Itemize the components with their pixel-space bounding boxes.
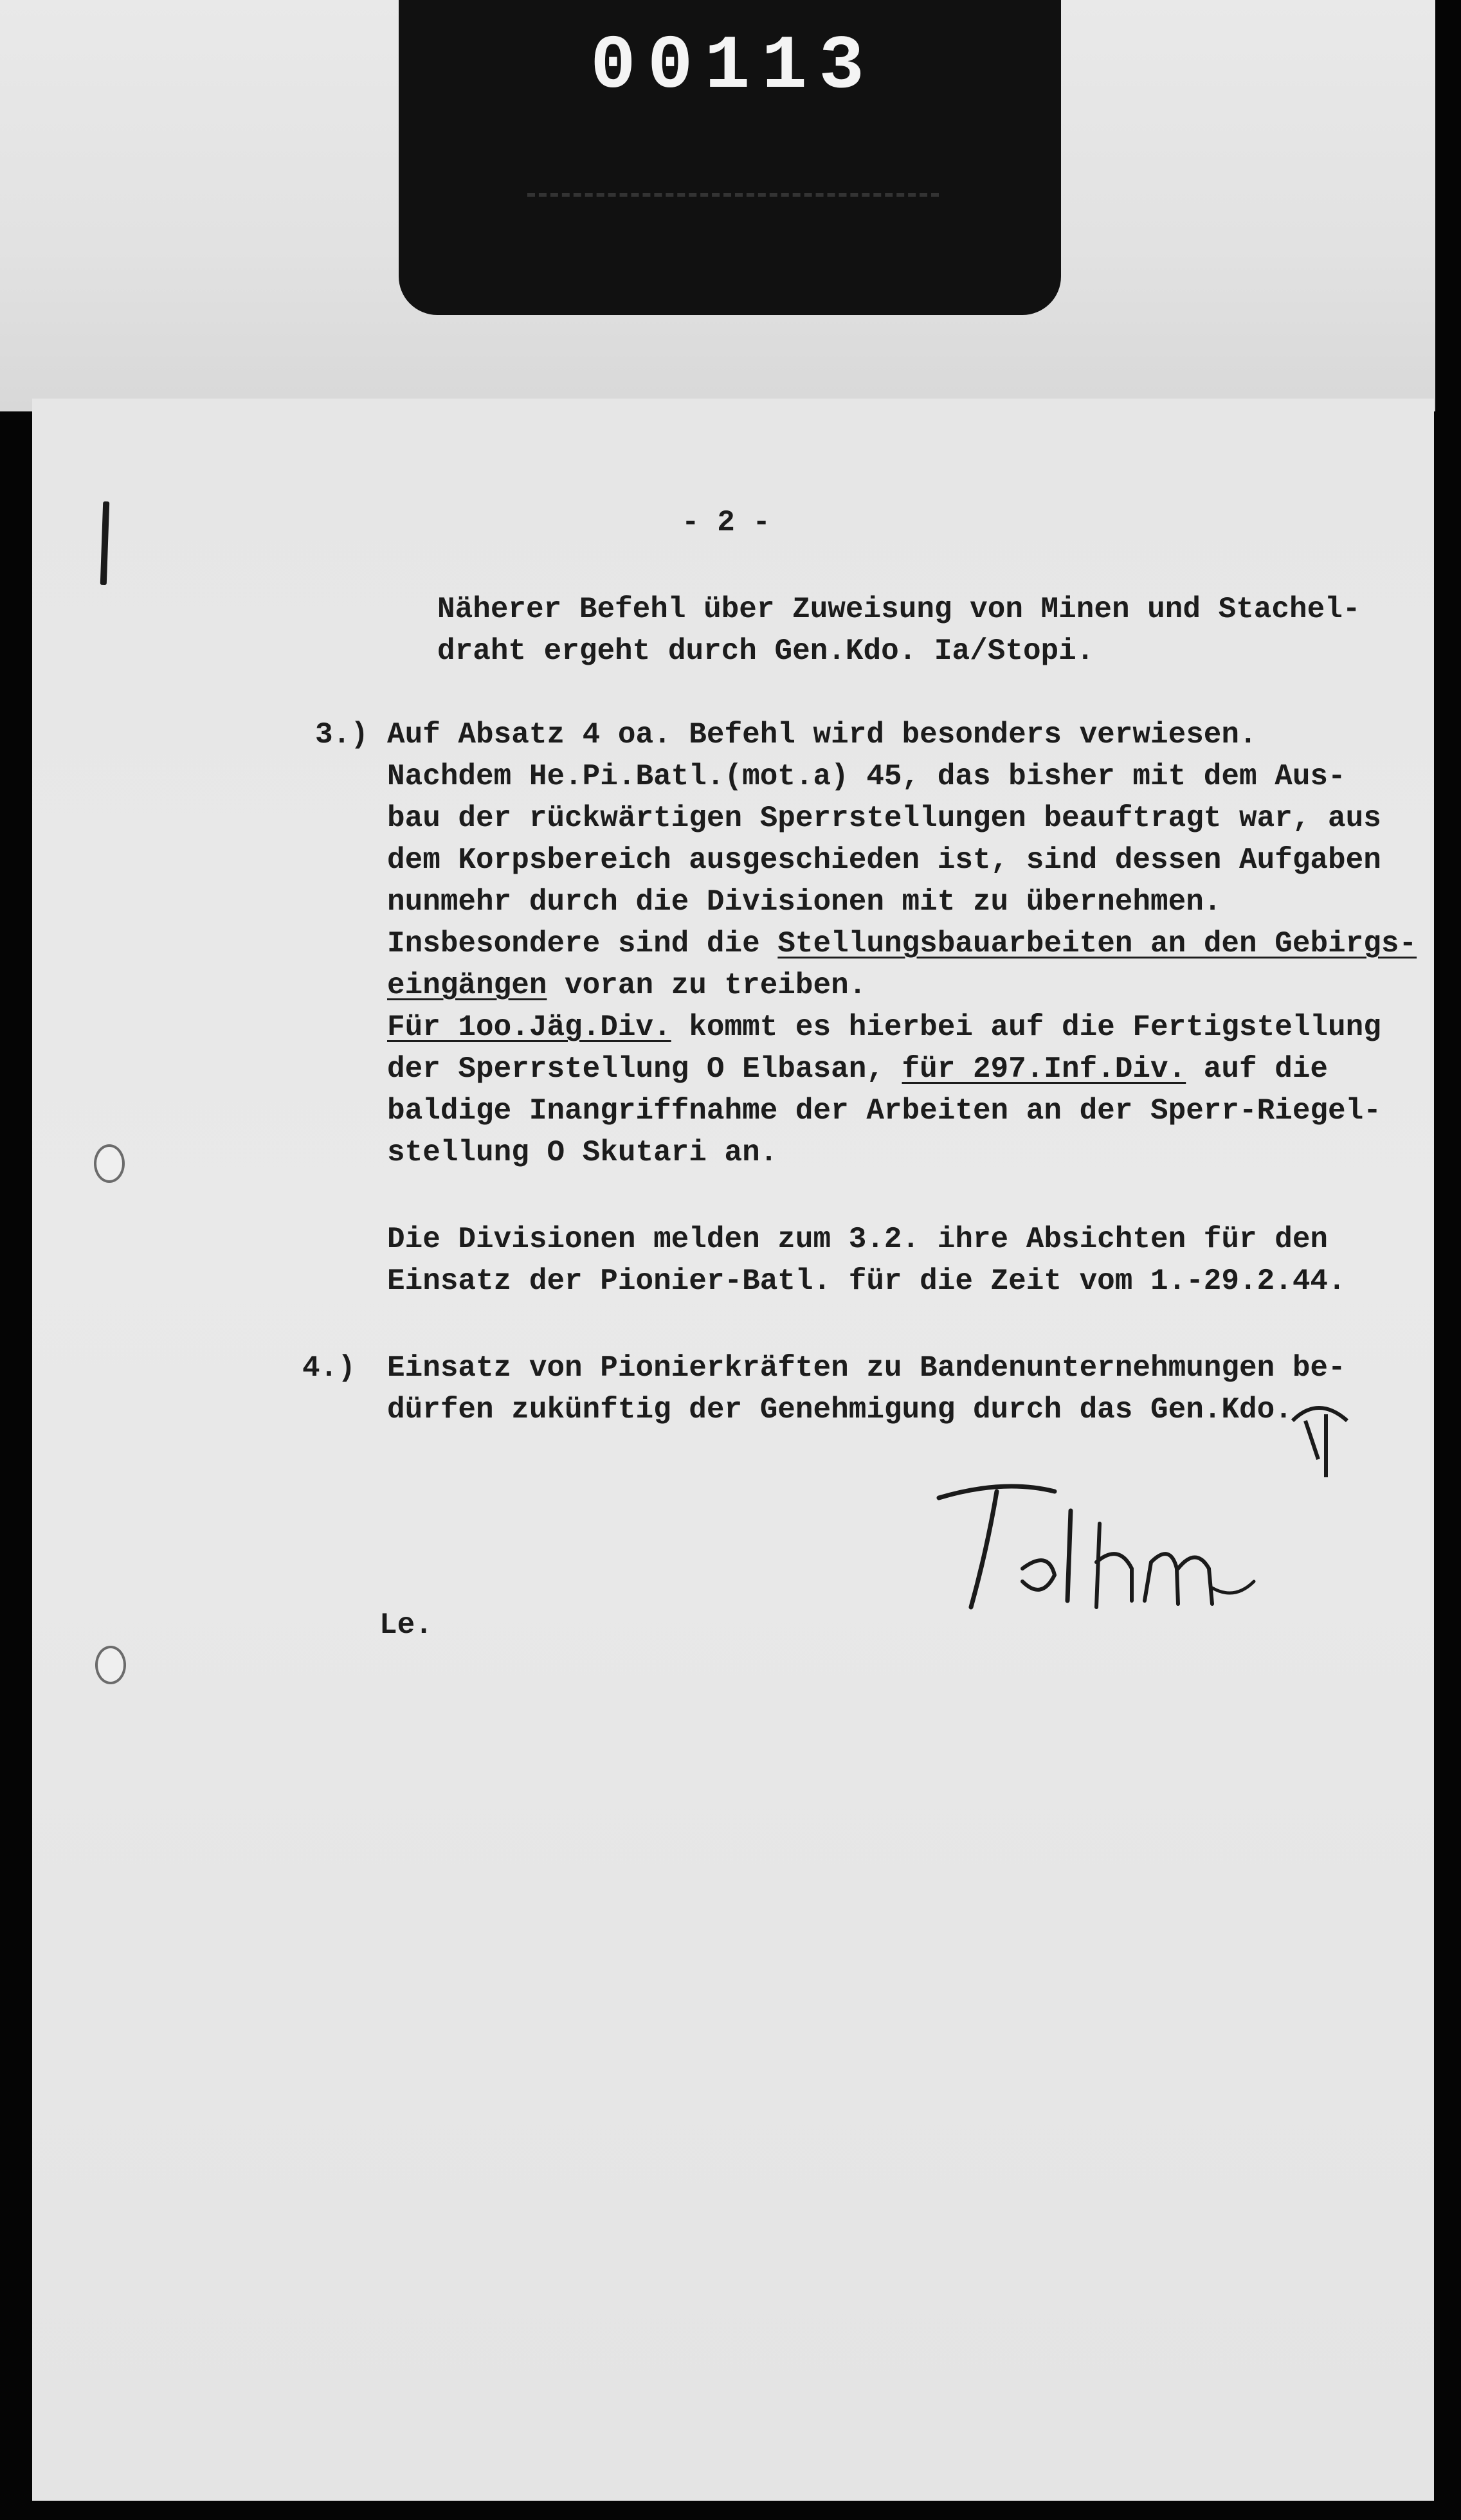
archive-counter-number: 00113 (590, 24, 876, 110)
page-number: - 2 - (682, 506, 771, 539)
text-line: Einsatz der Pionier-Batl. für die Zeit vom 1.-29.2.44. (387, 1264, 1346, 1298)
author-initials: Le. (379, 1608, 433, 1642)
text-line: Einsatz von Pionierkräften zu Bandenunternehmungen be- (387, 1351, 1346, 1385)
text-line: Nachdem He.Pi.Batl.(mot.a) 45, das bisher mit dem Aus- (387, 760, 1346, 793)
text-line: bau der rückwärtigen Sperrstellungen beauftragt war, aus (387, 802, 1381, 835)
text-line: draht ergeht durch Gen.Kdo. Ia/Stopi. (437, 634, 1094, 668)
document-page (32, 399, 1434, 2501)
text-segment: Insbesondere sind die (387, 927, 778, 960)
underlined-text: eingängen (387, 969, 547, 1002)
signature-icon (926, 1472, 1273, 1639)
text-line: dem Korpsbereich ausgeschieden ist, sind dessen Aufgaben (387, 843, 1381, 877)
text-line (387, 1054, 1328, 1084)
underlined-text: Stellungsbauarbeiten an den Gebirgs- (777, 927, 1417, 960)
section-number-4: 4.) (302, 1351, 356, 1385)
text-segment: voran zu treiben. (547, 969, 867, 1002)
underlined-text: für 297.Inf.Div. (902, 1052, 1186, 1086)
text-line: Die Divisionen melden zum 3.2. ihre Absichten für den (387, 1223, 1329, 1256)
text-segment: der Sperrstellung O Elbasan, (387, 1052, 902, 1086)
text-line: stellung O Skutari an. (387, 1136, 778, 1169)
text-line: baldige Inangriffnahme der Arbeiten an der Sperr-Riegel- (387, 1094, 1381, 1128)
text-line (387, 929, 1417, 959)
text-line: Näherer Befehl über Zuweisung von Minen und Stachel- (437, 593, 1361, 626)
punch-hole-icon (95, 1646, 126, 1684)
text-line (387, 971, 866, 1000)
counter-stamp-base (527, 193, 939, 235)
text-line: Auf Absatz 4 oa. Befehl wird besonders verwiesen. (387, 718, 1257, 752)
section-number-3: 3.) (315, 718, 368, 752)
margin-mark (100, 501, 110, 585)
text-segment: kommt es hierbei auf die Fertigstellung (671, 1011, 1381, 1044)
text-line: nunmehr durch die Divisionen mit zu übernehmen. (387, 885, 1222, 919)
text-line: dürfen zukünftig der Genehmigung durch das Gen.Kdo. (387, 1393, 1293, 1426)
initial-mark-icon (1286, 1395, 1357, 1479)
text-line (387, 1013, 1381, 1042)
punch-hole-icon (94, 1144, 125, 1183)
text-segment: auf die (1186, 1052, 1329, 1086)
underlined-text: Für 1oo.Jäg.Div. (387, 1011, 671, 1044)
